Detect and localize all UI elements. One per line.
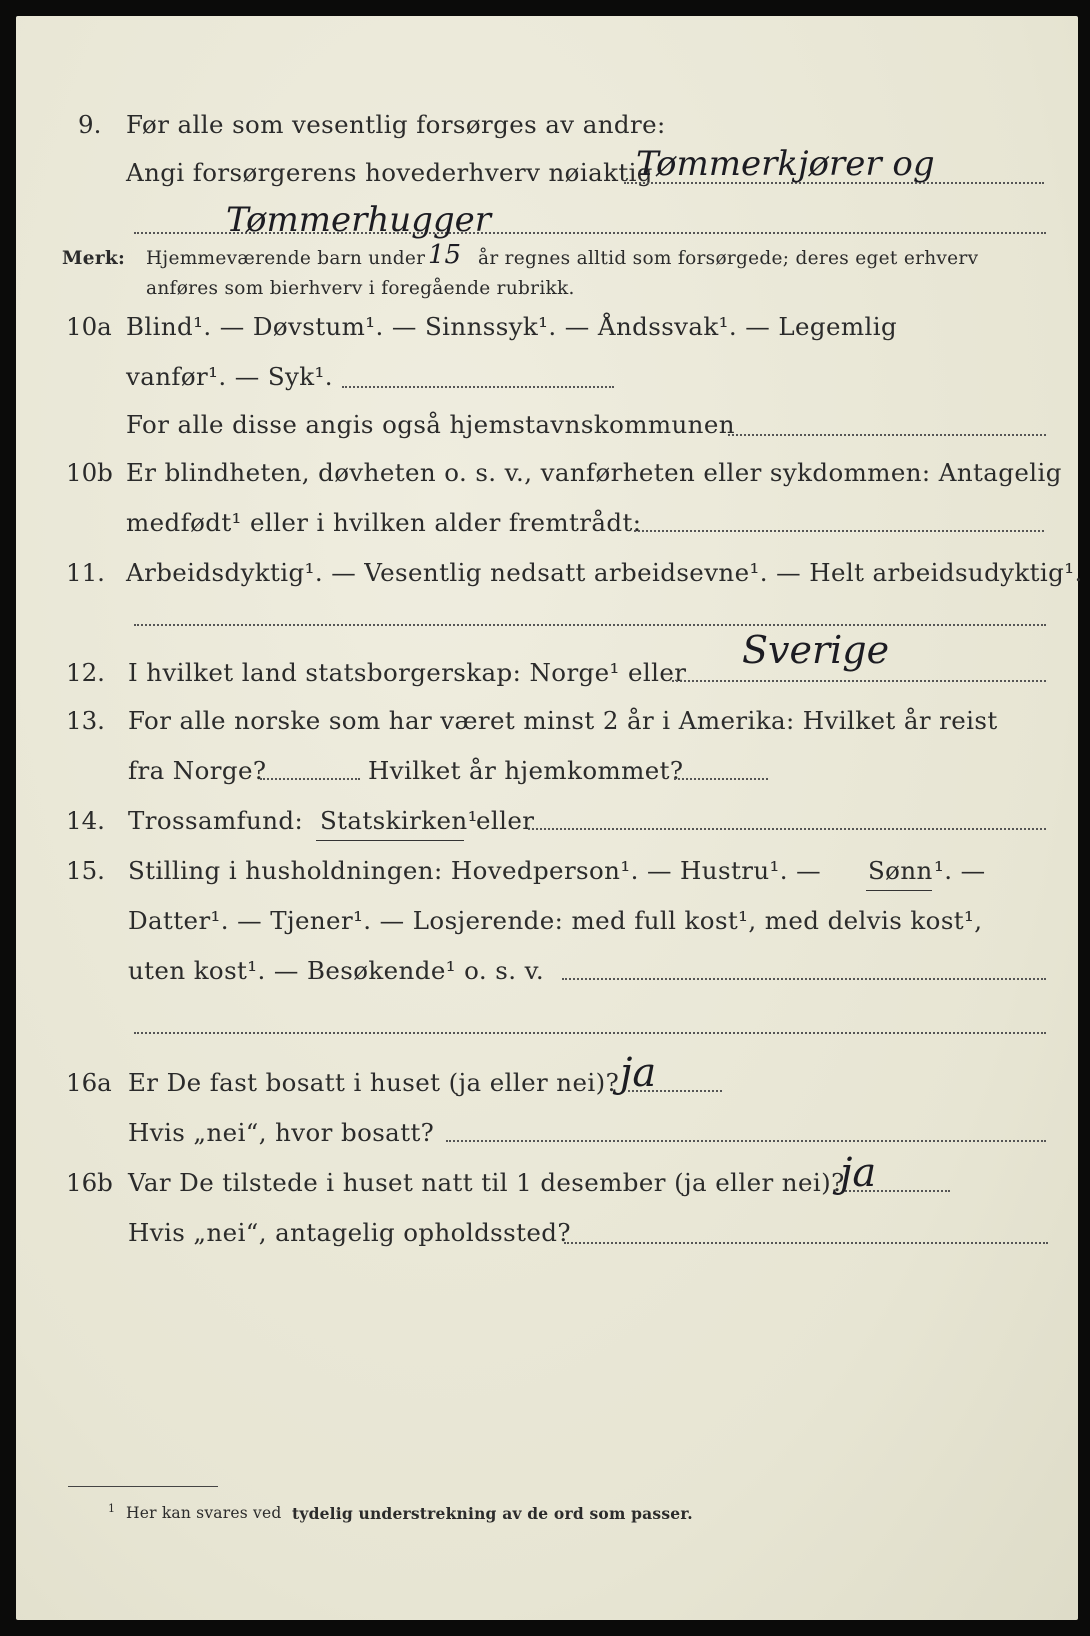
q16a-line1: Er De fast bosatt i huset (ja eller nei)?: [128, 1068, 620, 1097]
q10b-line1: Er blindheten, døvheten o. s. v., vanførheten eller sykdommen: Antagelig: [126, 458, 1062, 487]
q13-number: 13.: [66, 706, 105, 735]
q16a-line2: Hvis „nei“, hvor bosatt?: [128, 1118, 435, 1147]
q10b-line2-dots: [634, 530, 1044, 532]
footnote-mark: 1: [108, 1502, 116, 1515]
merk-line2: anføres som bierhverv i foregående rubrikk.: [146, 278, 575, 299]
q10a-line2: vanfør¹. — Syk¹.: [126, 362, 333, 391]
q9-line2: Angi forsørgerens hovederhverv nøiaktig: [126, 158, 653, 187]
q12-line1: I hvilket land statsborgerskap: Norge¹ eller: [128, 658, 687, 687]
merk-line1b: år regnes alltid som forsørgede; deres eget erhverv: [478, 248, 979, 269]
q16b-handwritten-answer: ja: [840, 1150, 877, 1196]
q15-line3: uten kost¹. — Besøkende¹ o. s. v.: [128, 956, 545, 985]
q9-handwritten-answer1: Tømmerkjører og: [636, 144, 935, 184]
q10a-line2-dots: [342, 386, 614, 388]
merk-age: 15: [428, 240, 462, 270]
q12-handwritten-answer: Sverige: [742, 628, 890, 672]
q13-line2b-dots: [674, 778, 768, 780]
q10b-number: 10b: [66, 458, 113, 487]
q15-line1a: Stilling i husholdningen: Hovedperson¹. — Hustru¹. —: [128, 856, 821, 885]
q16b-line1: Var De tilstede i huset natt til 1 desember (ja eller nei)?: [128, 1168, 845, 1197]
q16a-handwritten-answer: ja: [620, 1050, 657, 1096]
q10a-line3: For alle disse angis også hjemstavnskommunen: [126, 410, 735, 439]
q13-line2a-dots: [260, 778, 360, 780]
q16a-line2-dots: [446, 1140, 1046, 1142]
q15-line1c: ¹. —: [934, 856, 986, 885]
q14-statskirken-underline: [316, 840, 464, 841]
q16a-number: 16a: [66, 1068, 112, 1097]
q10a-line1: Blind¹. — Døvstum¹. — Sinnssyk¹. — Åndssvak¹. — Legemlig: [126, 312, 898, 341]
q16b-line2-dots: [564, 1242, 1048, 1244]
census-form-page: [16, 16, 1083, 1620]
footnote-separator: [68, 1486, 218, 1487]
q9-line1: Før alle som vesentlig forsørges av andre:: [126, 110, 666, 139]
q14-line1c: eller: [476, 806, 535, 835]
q13-line1: For alle norske som har været minst 2 år i Amerika: Hvilket år reist: [128, 706, 998, 735]
q10b-line2: medfødt¹ eller i hvilken alder fremtrådt:: [126, 508, 642, 537]
q15-answer-line: [134, 1032, 1046, 1034]
q11-line1: Arbeidsdyktig¹. — Vesentlig nedsatt arbeidsevne¹. — Helt arbeidsudyktig¹.: [126, 558, 1083, 587]
q15-number: 15.: [66, 856, 105, 885]
q9-number: 9.: [78, 110, 102, 139]
merk-label: Merk:: [62, 248, 126, 269]
merk-line1a: Hjemmeværende barn under: [146, 248, 426, 269]
q10a-number: 10a: [66, 312, 112, 341]
footnote-text-a: Her kan svares ved: [126, 1504, 282, 1522]
footnote-text-b: tydelig understrekning av de ord som passer.: [292, 1504, 693, 1523]
q16b-line2: Hvis „nei“, antagelig opholdssted?: [128, 1218, 571, 1247]
q15-sonn-underline: [866, 890, 932, 891]
q12-number: 12.: [66, 658, 105, 687]
q14-line1a: Trossamfund:: [128, 806, 304, 835]
q14-line1b: Statskirken¹: [320, 806, 478, 835]
q13-line2b: Hvilket år hjemkommet?: [368, 756, 684, 785]
q9-handwritten-answer2: Tømmerhugger: [226, 200, 492, 240]
q13-line2a: fra Norge?: [128, 756, 267, 785]
q11-number: 11.: [66, 558, 105, 587]
q11-answer-line: [134, 624, 1046, 626]
q14-number: 14.: [66, 806, 105, 835]
q14-answer-line: [528, 828, 1046, 830]
q10a-line3-dots: [728, 434, 1046, 436]
q16b-number: 16b: [66, 1168, 113, 1197]
q15-line3-dots: [562, 978, 1046, 980]
q15-line2: Datter¹. — Tjener¹. — Losjerende: med full kost¹, med delvis kost¹,: [128, 906, 983, 935]
q15-line1b: Sønn: [868, 856, 933, 885]
q12-answer-line: [672, 680, 1046, 682]
